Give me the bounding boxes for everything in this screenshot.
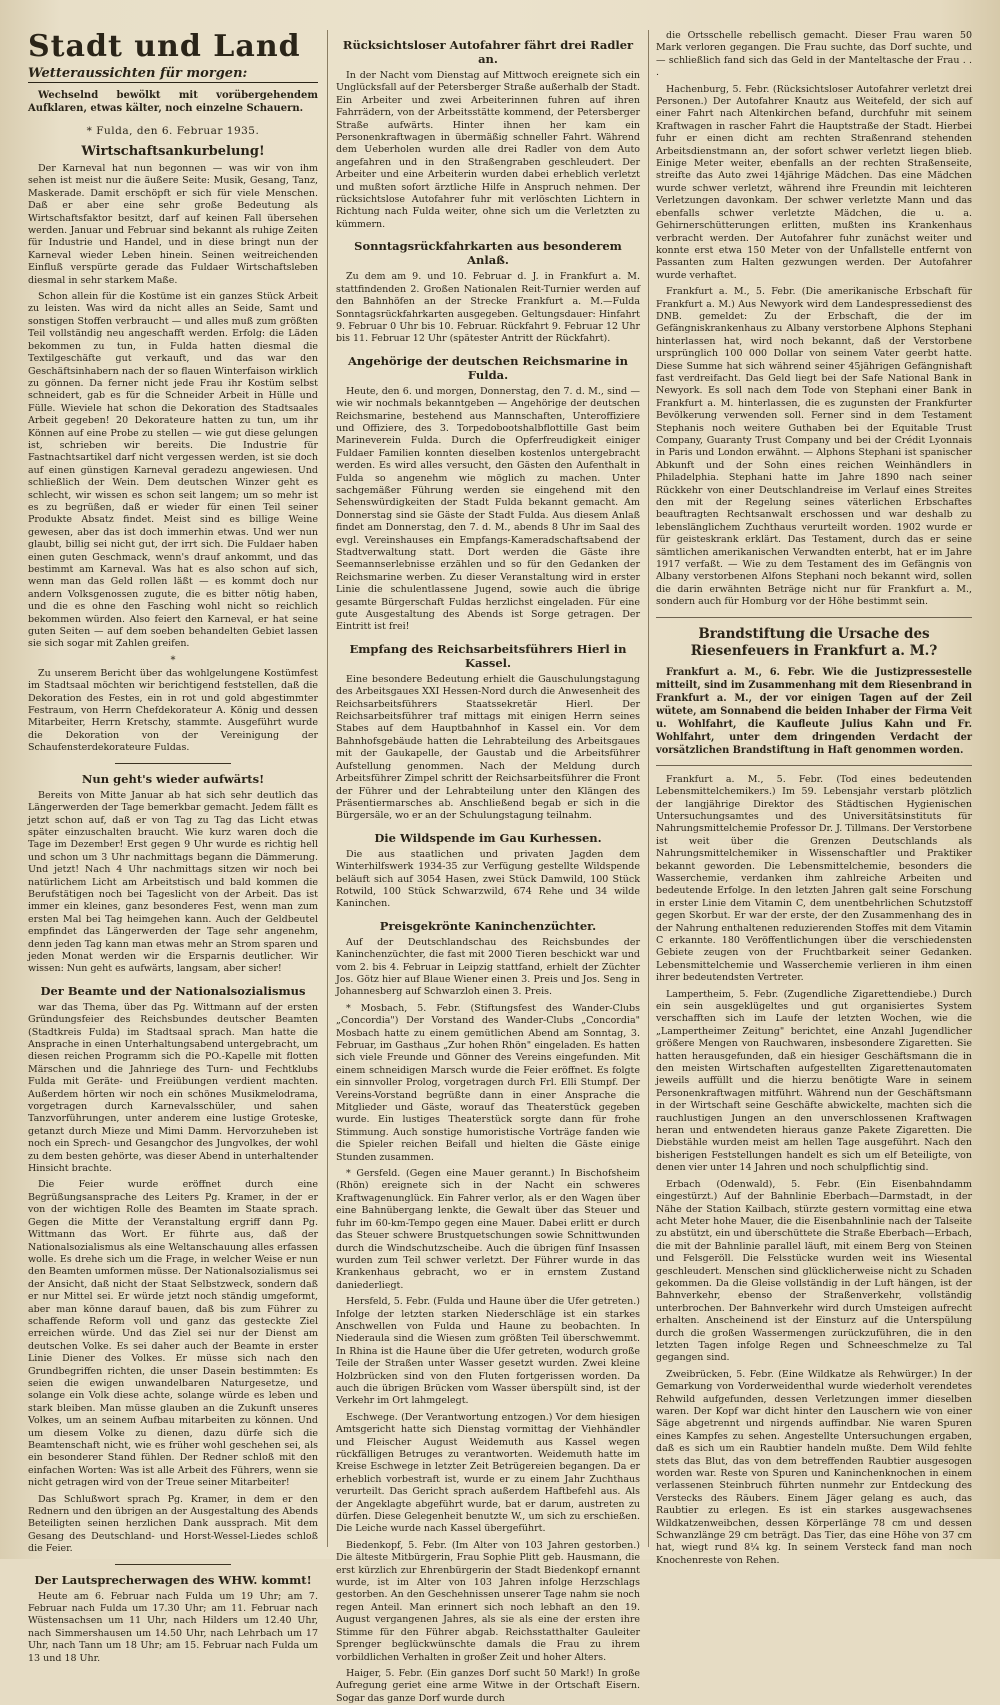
headline-wildspende: Die Wildspende im Gau Kurhessen. [374,830,602,845]
article-paragraph: Die aus staatlichen und privaten Jagden dem Winterhilfswerk 1934-35 zur Verfügung gestellte Wildspende beläuft sich auf 3054 Hasen, zwei Stück Damwild, 100 Stück Rotwild, 100 Stück Schwarzwild, 674 Rehe und 34 wilde Kaninchen. [336,848,640,910]
column-middle [336,30,640,1704]
column-right [656,30,972,1566]
column-rule [327,30,328,1547]
headline-hierl: Empfang des Reichsarbeitsführers Hierl in Kassel. [349,641,627,670]
article-paragraph: Frankfurt a. M., 5. Febr. (Tod eines bedeutenden Lebensmittelchemikers.) Im 59. Lebensjahr verstarb plötzlich der langjährige Direktor des Städtischen Hygienischen Untersuchungsamtes und des Universitätsinstituts für Nahrungsmittelchemie Professor Dr. J. Tillmans. Der Verstorbene ist weit über die Grenzen Deutschlands als Nahrungsmittelchemiker in Wissenschaftler und Praktiker bekannt geworden. Die Lebensmittelchemie, besonders die Wasserchemie, verdanken ihm zahlreiche Arbeiten und bedeutende Erfolge. In den letzten Jahren galt seine Forschung in erster Linie dem Vitamin C, dem unentbehrlichen Schutzstoff gegen Skorbut. Er war der erste, der den Zusammenhang des in der Nahrung enthaltenen reduzierenden Stoffes mit dem Vitamin C erkannte. 180 Veröffentlichungen über die verschiedensten Gebiete zeugen von der Fruchtbarkeit seiner Gedanken. Lebensmittelchemie und Wasserchemie verlieren in ihm einen ihrer bedeutendsten Vertreter. [656,773,972,984]
headline-kaninchen: Preisgekrönte Kaninchenzüchter. [379,918,597,933]
separator-star: * [170,654,176,666]
article-paragraph: Schon allein für die Kostüme ist ein ganzes Stück Arbeit zu leisten. Was wird da nicht alles an Seide, Samt und sonstigen Stoffen verbraucht — und alles muß zum größten Teil vollständig neu angeschafft werden. Erfolg: die Läden bekommen zu tun, in Fulda hatten diesmal die Textilgeschäfte gut verkauft, und das war den Geschäftsinhabern nach der so flauen Winterfaison wirklich zu gönnen. Da ferner nicht jede Frau ihr Kostüm selbst schneidert, gab es für die Schneider Arbeit in Hülle und Fülle. Wieviele hat schon die Dekoration des Stadtsaales Arbeit gegeben! 20 Dekorateure hatten zu tun, um ihr Können auf eine Probe zu stellen — wie gut diese gelungen ist, schrieben wir bereits. Die Industrie für Fastnachtsartikel darf nicht vergessen werden, ist sie doch auf einen günstigen Karneval geradezu angewiesen. Und schließlich der Wein. Dem deutschen Winzer geht es schlecht, wir wissen es schon seit langem; um so mehr ist es zu begrüßen, daß er wieder für einen Teil seiner Produkte Absatz findet. Meist sind es billige Weine gewesen, aber das ist doch immerhin etwas. Und wer nun glaubt, billig sei nicht gut, der irrt sich. Die Fuldaer haben einen guten Geschmack, wenn's drauf ankommt, und das bestimmt am Karneval. Was hat es also schon auf sich, wenn man das Geld rollen läßt — es kommt doch nur andern Volksgenossen zugute, die es bitter nötig haben, und die es ohne den Fasching wohl nicht so reichlich bekommen würden. Also feiert den Karneval, er hat seine guten Seiten — auf dem soeben behandelten Gebiet lassen sie sich sogar mit Zahlen greifen. [28,291,318,650]
article-paragraph: Frankfurt a. M., 5. Febr. (Die amerikanische Erbschaft für Frankfurt a. M.) Aus Newyork wird dem Landespressedienst des DNB. gemeldet: Zu der Erbschaft, die der im Gefängniskrankenhaus zu Albany verstorbene Alphons Stephani hinterlassen hat, wird noch bekannt, daß der Verstorbene ursprünglich 100 000 Dollar von seinem Vater geerbt hatte. Diese Summe hat sich während seiner 45jährigen Gefängnishaft fast verdreifacht. Das Geld liegt bei der Safe National Bank in Newyork. Es soll nach dem Tode von Stephani einer Bank in Frankfurt a. M. hinterlassen, die es zugunsten der Frankfurter Bevölkerung verwenden soll. Ferner sind in dem Testament Stephanis noch weitere Guthaben bei der Equitable Trust Company, Guaranty Trust Company und bei der Crédit Lyonnais in Paris und London erwähnt. — Alphons Stephani ist spanischer Abkunft und der Sohn eines reichen Weinhändlers in Philadelphia. Stephani hatte im Jahre 1890 nach seiner Rückkehr von einer Deutschlandreise im Verlauf eines Streites den mit der Regelung seines väterlichen Erbschaftes beauftragten Rechtsanwalt erschossen und war deshalb zu lebenslänglichem Zuchthaus verurteilt worden. 1902 wurde er für geisteskrank erklärt. Das Testament, durch das er seine sämtlichen amerikanischen Verwandten enterbt, hat er im Jahre 1917 verfaßt. — Wie zu dem Testament des im Gefängnis von Albany verstorbenen Alfons Stephani noch bekannt wird, sollen die darin erwähnten Beträge nicht nur für Frankfurt a. M., sondern auch für Homburg vor der Höhe bestimmt sein. [656,286,972,608]
article-paragraph: die Ortsschelle rebellisch gemacht. Dieser Frau waren 50 Mark verloren gegangen. Die Frau suchte, das Dorf suchte, und — schließlich fand sich das Geld in der Manteltasche der Frau . . . [656,30,972,79]
article-paragraph: Eine besondere Bedeutung erhielt die Gauschulungstagung des Arbeitsgaues XXI Hessen-Nord durch die Anwesenheit des Reichsarbeitsführers Staatssekretär Hierl. Der Reichsarbeitsführer traf mittags mit einigen Herrn seines Stabes auf dem Hauptbahnhof in Kassel ein. Vor dem Bahnhofsgebäude hatten die Lehrabteilung des Arbeitsgaues mit der Gaukapelle, der Gaustab und die Arbeitsführer Aufstellung genommen. Nach der Meldung durch Arbeitsführer Zimpel schritt der Reichsarbeitsführer die Front der Führer und der Lehrabteilung unter den Klängen des Präsentiermarsches ab. Anschließend begab er sich in die Bürgersäle, wo er an der Schulungstagung teilnahm. [336,673,640,822]
separator-line [115,763,231,764]
headline-aufwaerts: Nun geht's wieder aufwärts! [81,771,265,786]
article-paragraph: Die Feier wurde eröffnet durch eine Begrüßungsansprache des Leiters Pg. Kramer, in der er von der wichtigen Rolle des Beamten im Staate sprach. Gegen die Mitte der Veranstaltung ergriff dann Pg. Wittmann das Wort. Er führte aus, daß der Nationalsozialismus als eine Weltanschauung alles erfassen wolle. Es drehe sich um die Frage, in welcher Weise er nun den Beamten umformen müsse. Der Nationalsozialismus sei der Ansicht, daß nicht der Staat Selbstzweck, sondern daß er nur Mittel sei. Er würde jetzt noch ständig umgeformt, aber man könne darauf bauen, daß bis zum Führer zu schaffende Reform voll und ganz das gesteckte Ziel erreichen würde. Und das Ziel sei nur der Dienst am deutschen Volke. Es sei daher auch der Beamte in erster Linie Diener des Volkes. Er müsse sich nach den Grundbegriffen richten, die unser Dasein bestimmten: Es seien die ewigen unwandelbaren Naturgesetze, und solange ein Volk diese achte, solange würde es leben und stark bleiben. Man müsse glauben an die Zukunft unseres Volkes, um an seinem Aufbau mitarbeiten zu können. Und um diesem Volke zu dienen, dazu dürfe sich die Beamtenschaft nicht, wie es früher wohl geschehen sei, als ein besonderer Stand fühlen. Der Redner schloß mit den einfachen Worten: Was ist alle Arbeit des Führers, wenn sie nicht getragen wird von der Treue seiner Mitarbeiter! [28,1179,318,1489]
article-paragraph: Das Schlußwort sprach Pg. Kramer, in dem er den Rednern und den übrigen an der Ausgestaltung des Abends Beteiligten seinen herzlichen Dank aussprach. Mit dem Gesang des Deutschland- und Horst-Wessel-Liedes schloß die Feier. [28,1493,318,1555]
headline-reichsmarine: Angehörige der deutschen Reichsmarine in Fulda. [348,353,628,382]
article-paragraph: Zu dem am 9. und 10. Februar d. J. in Frankfurt a. M. stattfindenden 2. Großen Nationalen Reit-Turnier werden auf den Bahnhöfen an der Strecke Frankfurt a. M.—Fulda Sonntagsrückfahrkarten ausgegeben. Geltungsdauer: Hinfahrt 9. Februar 0 Uhr bis 10. Februar. Rückfahrt 9. Februar 12 Uhr bis 11. Februar 12 Uhr (spätester Antritt der Rückfahrt). [336,271,640,345]
dateline: * Fulda, den 6. Februar 1935. [86,125,260,137]
article-paragraph: In der Nacht vom Dienstag auf Mittwoch ereignete sich ein Unglücksfall auf der Petersberger Straße außerhalb der Stadt. Ein Arbeiter und zwei Arbeiterinnen fuhren auf ihren Fahrrädern, von der Arbeitsstätte kommend, der Petersberger Straße aufwärts. Hinter ihnen her kam ein Personenkraftwagen in übermäßig schneller Fahrt. Während dem Ueberholen wurden alle drei Radler von dem Auto angefahren und in den Straßengraben geschleudert. Der Arbeiter und eine Arbeiterin wurden dabei erheblich verletzt und mußten sofort ärztliche Hilfe in Anspruch nehmen. Der rücksichtslose Autofahrer fuhr mit verlöschten Lichtern in Richtung nach Fulda weiter, ohne sich um die Verletzten zu kümmern. [336,70,640,230]
separator-line [115,1564,231,1565]
article-paragraph: Zu unserem Bericht über das wohlgelungene Kostümfest im Stadtsaal möchten wir berichtigend feststellen, daß die Dekoration des Festes, ein in rot und gold abgestimmter Festraum, von Herrn Chefdekorateur A. König und dessen Mitarbeiter, Herrn Kretschy, stammte. Ausgeführt wurde die Dekoration von der Vereinigung der Schaufensterdekorateure Fuldas. [28,667,318,754]
article-paragraph: Heute am 6. Februar nach Fulda um 19 Uhr; am 7. Februar nach Fulda um 17.30 Uhr; am 11. Februar nach Wüstensachsen um 11 Uhr, nach Hilders um 12.40 Uhr, nach Simmershausen um 14.50 Uhr, nach Lehrbach um 17 Uhr, nach Tann um 18 Uhr; am 15. Februar nach Fulda um 13 und 18 Uhr. [28,1590,318,1664]
article-paragraph: Zweibrücken, 5. Febr. (Eine Wildkatze als Rehwürger.) In der Gemarkung von Vorderweidenthal wurde wiederholt verendetes Rehwild aufgefunden, dessen Verletzungen immer dieselben waren. Der Kopf war dicht hinter den Lauschern wie von einer Säge abgetrennt und nirgends auffindbar. Nie waren Spuren eines Kampfes zu sehen. Angestellte Untersuchungen ergaben, daß es sich um ein Raubtier handeln mußte. Dem Wild fehlte stets das Blut, das von dem betreffenden Raubtier ausgesogen worden war. Reste von Spuren und Kaninchenknochen in einem verlassenen Steinbruch führten nunmehr zur Entdeckung des Verstecks des Räubers. Einem Jäger gelang es auch, das Raubtier zu erlegen. Es ist ein starkes ausgewachsenes Wildkatzenweibchen, dessen Körperlänge 78 cm und dessen Schwanzlänge 29 cm beträgt. Das Tier, das eine Höhe von 37 cm hat, wiegt rund 8¼ kg. In seinem Versteck fand man noch Knochenreste von Rehen. [656,1368,972,1566]
article-paragraph: Der Karneval hat nun begonnen — was wir von ihm sehen ist meist nur die äußere Seite: Musik, Gesang, Tanz, Maskerade. Damit erschöpft er sich für viele Menschen. Daß er aber eine sehr große Bedeutung als Wirtschaftsfaktor besitzt, darf auf keinen Fall übersehen werden. Januar und Februar sind bekannt als ruhige Zeiten für Industrie und Handel, und in diese bringt nun der Karneval wieder Leben hinein. Seinen weitreichenden Einfluß verspürte gerade das Fuldaer Wirtschaftsleben diesmal in sehr starkem Maße. [28,163,318,286]
column-left [28,29,318,1664]
divider [656,617,972,618]
article-paragraph: Lampertheim, 5. Febr. (Zugendliche Zigarettendiebe.) Durch ein sein ausgeklügeltes und gut organisiertes System verschafften sich im Laufe der letzten Wochen, wie die „Lampertheimer Zeitung" berichtet, eine Anzahl Jugendlicher größere Mengen von Rauchwaren, insbesondere Zigaretten. Sie hatten herausgefunden, daß ein hiesiger Geschäftsmann die in den meisten Wirtschaften aufgestellten Zigarettenautomaten jeweils auffüllt und die hierzu benötigte Ware in seinem Personenkraftwagen mitführt. Während nun der Geschäftsmann in der Wirtschaft seine Geschäfte abwickelte, machten sich die rauchlustigen Jungen an den unverschlossenen Kraftwagen heran und entwendeten hieraus ganze Pakete Zigaretten. Die Diebstähle wurden meist am hellen Tage ausgeführt. Nach den bisherigen Feststellungen handelt es sich um elf Beteiligte, von denen vier unter 14 Jahren und noch schulpflichtig sind. [656,988,972,1174]
headline-lautsprecher: Der Lautsprecherwagen des WHW. kommt! [34,1572,312,1587]
weather-text: Wechselnd bewölkt mit vorübergehendem Aufklaren, etwas kälter, noch einzelne Schauern. [28,90,318,114]
article-paragraph: war das Thema, über das Pg. Wittmann auf der ersten Gründungsfeier des Reichsbundes deutscher Beamten (Stadtkreis Fulda) im Stadtsaal sprach. Man hatte die Ansprache in einen Unterhaltungsabend untergebracht, um diesen reichen Programm sich die PO.-Kapelle mit flotten Märschen und die Jahnriege des Turn- und Fechtklubs Fulda mit Geräte- und Freiübungen verdient machten. Außerdem hörten wir noch ein schönes Musikmelodrama, vorgetragen durch Karnevalsschüler, und sahen Tanzvorführungen, unter anderem eine lustige Groteske, getanzt durch Mieze und Mimi Damm. Hervorzuheben ist noch ein Sprech- und Gesangchor des Jungvolkes, der wohl zu dem besten gehörte, was dieser Abend in unterhaltender Hinsicht brachte. [28,1001,318,1175]
article-paragraph: Erbach (Odenwald), 5. Febr. (Ein Eisenbahndamm eingestürzt.) Auf der Bahnlinie Eberbach—Darmstadt, in der Nähe der Station Kailbach, stürzte gestern vormittag eine etwa acht Meter hohe Mauer, die die Eisenbahnlinie nach der Talseite zu abstützt, ein und überschüttete die Straße Eberbach—Erbach, die mit der Bahnlinie parallel läuft, mit einem Berg von Steinen und Felsgeröll. Die Felsstücke wurden weit ins Wiesental geschleudert. Menschen sind glücklicherweise nicht zu Schaden gekommen. Da die Gleise vollständig in der Luft hängen, ist der Bahnverkehr, ebenso der Straßenverkehr, vollständig unterbrochen. Der Bahnverkehr wird durch Umsteigen aufrecht erhalten. Anscheinend ist der Einsturz auf die Unterspülung durch die großen Wassermengen zurückzuführen, die in den letzten Tagen infolge Regen und Schneeschmelze zu Tal gegangen sind. [656,1178,972,1364]
article-paragraph: Haiger, 5. Febr. (Ein ganzes Dorf sucht 50 Mark!) In große Aufregung geriet eine arme Witwe in der Ortschaft Eisern. Sogar das ganze Dorf wurde durch [336,1667,640,1704]
column-rule [648,30,649,1547]
box-headline: Brandstiftung die Ursache des Riesenfeuers in Frankfurt a. M.? [690,625,938,659]
article-paragraph: Hersfeld, 5. Febr. (Fulda und Haune über die Ufer getreten.) Infolge der letzten starken Niederschläge ist ein starkes Anschwellen von Fulda und Haune zu beobachten. In Niederaula sind die Wiesen zum größten Teil überschwemmt. In Rhina ist die Haune über die Ufer getreten, wodurch große Teile der Straßen unter Wasser gesetzt wurden. Zwei kleine Holzbrücken sind von den Fluten fortgerissen worden. Da auch die übrigen Brücken vom Wasser überspült sind, ist der Verkehr im Ort lahmgelegt. [336,1296,640,1407]
headline-beamte: Der Beamte und der Nationalsozialismus [40,983,306,998]
article-paragraph: Heute, den 6. und morgen, Donnerstag, den 7. d. M., sind — wie wir nochmals bekanntgeben — Angehörige der deutschen Reichsmarine, bestehend aus Mannschaften, Unteroffiziere und Offiziere, des 3. Torpedobootshalbflottille Gast beim Marineverein Fulda. Durch die Opferfreudigkeit einiger Fuldaer Familien konnten dieselben kostenlos untergebracht werden. Es wird alles versucht, den Gästen den Aufenthalt in Fulda so angenehm wie möglich zu machen. Unter sachgemäßer Führung werden sie eingehend mit den Sehenswürdigkeiten der Stadt Fulda bekannt gemacht. Am Donnerstag sind sie Gäste der Stadt Fulda. Aus diesem Anlaß findet am Donnerstag, den 7. d. M., abends 8 Uhr im Saal des evgl. Vereinshauses ein Empfangs-Kameradschaftsabend der Stadtverwaltung statt. Dort werden die Gäste ihre Seemannserlebnisse erzählen und so für den Gedanken der Reichsmarine werben. Zu dieser Veranstaltung wird in erster Linie die schulentlassene Jugend, sowie auch die übrige gesamte Bürgerschaft Fuldas herzlichst eingeladen. Für eine gute Ausgestaltung des Abends ist Sorge getragen. Der Eintritt ist frei! [336,385,640,633]
headline-sonntagsrueckfahrkarten: Sonntagsrückfahrkarten aus besonderem Anlaß. [354,239,622,268]
article-paragraph: Auf der Deutschlandschau des Reichsbundes der Kaninchenzüchter, die fast mit 2000 Tieren beschickt war und vom 2. bis 4. Februar in Leipzig stattfand, erhielt der Züchter Jos. Götz hier auf Blaue Wiener einen 3. Preis und Jos. Seng in Johannesberg auf Schwarzloh einen 3. Preis. [336,936,640,998]
headline-autofahrer: Rücksichtsloser Autofahrer fährt drei Radler an. [342,38,634,66]
article-paragraph: Bereits von Mitte Januar ab hat sich sehr deutlich das Längerwerden der Tage bemerkbar gemacht. Jedem fällt es jetzt schon auf, daß er von Tag zu Tag das Licht etwas später einzuschalten braucht. Wie kurz waren doch die Tage im Dezember! Erst gegen 9 Uhr wurde es richtig hell und schon um 3 Uhr nachmittags begann die Dämmerung. Und jetzt! Nach 4 Uhr nachmittags sitzen wir noch bei natürlichem Licht am Arbeitstisch und bald kommen die Berufstätigen noch bei Tageslicht von der Arbeit. Das ist immer ein kleines, ganz besonderes Fest, wenn man zum ersten Mal bei Tag heimgehen kann. Auch der Geldbeutel empfindet das Längerwerden der Tage sehr angenehm, denn jeden Tag kann man etwas mehr an Strom sparen und jeden Monat werden wir die Ersparnis deutlicher. Wir wissen: Nun geht es aufwärts, langsam, aber sicher! [28,789,318,975]
article-paragraph: Hachenburg, 5. Febr. (Rücksichtsloser Autofahrer verletzt drei Personen.) Der Autofahrer Knautz aus Weitefeld, der sich auf einer Fahrt nach Altenkirchen befand, durchfuhr mit seinem Kraftwagen in rascher Fahrt die Hauptstraße der Stadt. Hierbei fuhr er einen dicht am rechten Straßenrand stehenden Arbeitsdienstmann an, der sofort schwer verletzt liegen blieb. Einige Meter weiter, ebenfalls an der rechten Straßenseite, streifte das Auto zwei 14jährige Mädchen. Das eine Mädchen wurde schwer verletzt, während ihre Freundin mit leichteren Verletzungen davonkam. Der schwer verletzte Mann und das ebenfalls schwer verletzte Mädchen, die u. a. Gehirnerschütterungen erlitten, mußten ins Krankenhaus verbracht werden. Der Autofahrer fuhr zunächst weiter und konnte erst etwa 150 Meter von der Unfallstelle entfernt von Passanten zum Halten gezwungen werden. Der Autofahrer wurde verhaftet. [656,83,972,281]
article-paragraph: Biedenkopf, 5. Febr. (Im Alter von 103 Jahren gestorben.) Die älteste Mitbürgerin, Frau Sophie Plitt geb. Hausmann, die erst kürzlich zur Ehrenbürgerin der Stadt Biedenkopf ernannt wurde, ist im Alter von 103 Jahren infolge Herzschlags gestorben. An den Geschehnissen unserer Tage nahm sie noch regen Anteil. Man erinnert sich noch lebhaft an den 19. August vergangenen Jahres, als sie als eine der ersten ihre Stimme für den Führer abgab. Reichsstatthalter Gauleiter Sprenger beglückwünschte damals die Frau zu ihrem vorbildlichen Verhalten in großer Zeit und hoher Alters. [336,1539,640,1663]
article-paragraph: * Mosbach, 5. Febr. (Stiftungsfest des Wander-Clubs „Concordia") Der Vorstand des Wander-Clubs „Concordia" Mosbach hatte zu einem gemütlichen Abend am Sonntag, 3. Februar, im Gasthaus „Zur hohen Rhön" eingeladen. Es hatten sich viele Freunde und Gönner des Vereins eingefunden. Mit einem schneidigen Marsch wurde die Feier eröffnet. Es folgte ein sinnvoller Prolog, vorgetragen durch Frl. Elli Stumpf. Der Vereins-Vorstand begrüßte dann in einer Ansprache die Mitglieder und Gäste, worauf das Theaterstück gegeben wurde. Ein lustiges Theaterstück sorgte dann für frohe Stimmung. Auch sonstige humoristische Vorträge fanden wie die Spieler reichen Beifall und hielten die Gäste einige Stunden zusammen. [336,1002,640,1163]
article-paragraph: * Gersfeld. (Gegen eine Mauer gerannt.) In Bischofsheim (Rhön) ereignete sich in der Nacht ein schweres Kraftwagenunglück. Ein Fahrer verlor, als er den Wagen über eine Bahnübergang lenkte, die Gewalt über das Steuer und fuhr im 60-km-Tempo gegen eine Mauer. Dabei erlitt er durch das Steuer schwere Brustquetschungen sowie Schnittwunden durch die Windschutzscheibe. Auch die übrigen fünf Insassen wurden zum Teil schwer verletzt. Der Führer wurde in das Krankenhaus gebracht, wo er in ernstem Zustand daniederliegt. [336,1168,640,1291]
headline-wirtschaft: Wirtschaftsankurbelung! [81,144,265,159]
box-text: Frankfurt a. M., 6. Febr. Wie die Justizpressestelle mitteilt, sind im Zusammenhang mit dem Riesenbrand in Frankfurt a. M., der vor einigen Tagen auf der Zeil wütete, am Sonnabend die beiden Inhaber der Firma Veit u. Wohlfahrt, die Kaufleute Julius Kahn und Fr. Wohlfahrt, unter dem dringenden Verdacht der vorsätzlichen Brandstiftung in Haft genommen worden. [656,666,972,756]
masthead: Stadt und Land [28,29,301,64]
article-paragraph: Eschwege. (Der Verantwortung entzogen.) Vor dem hiesigen Amtsgericht hatte sich Dienstag vormittag der Viehhändler und Fleischer August Weidemuth aus Kassel wegen rückfälligen Betruges zu verantworten. Weidemuth hatte im Kreise Eschwege in letzter Zeit Betrügereien begangen. Da er erheblich vorbestraft ist, wurde er zu einem Jahr Zuchthaus verurteilt. Das Gericht sprach außerdem Haftbefehl aus. Als der Angeklagte abgeführt wurde, bat er darum, austreten zu dürfen. Diese Gelegenheit benutzte W., um sich zu erschießen. Die Leiche wurde nach Kassel übergeführt. [336,1411,640,1535]
weather-title: Wetteraussichten für morgen: [28,66,318,83]
divider [656,765,972,766]
